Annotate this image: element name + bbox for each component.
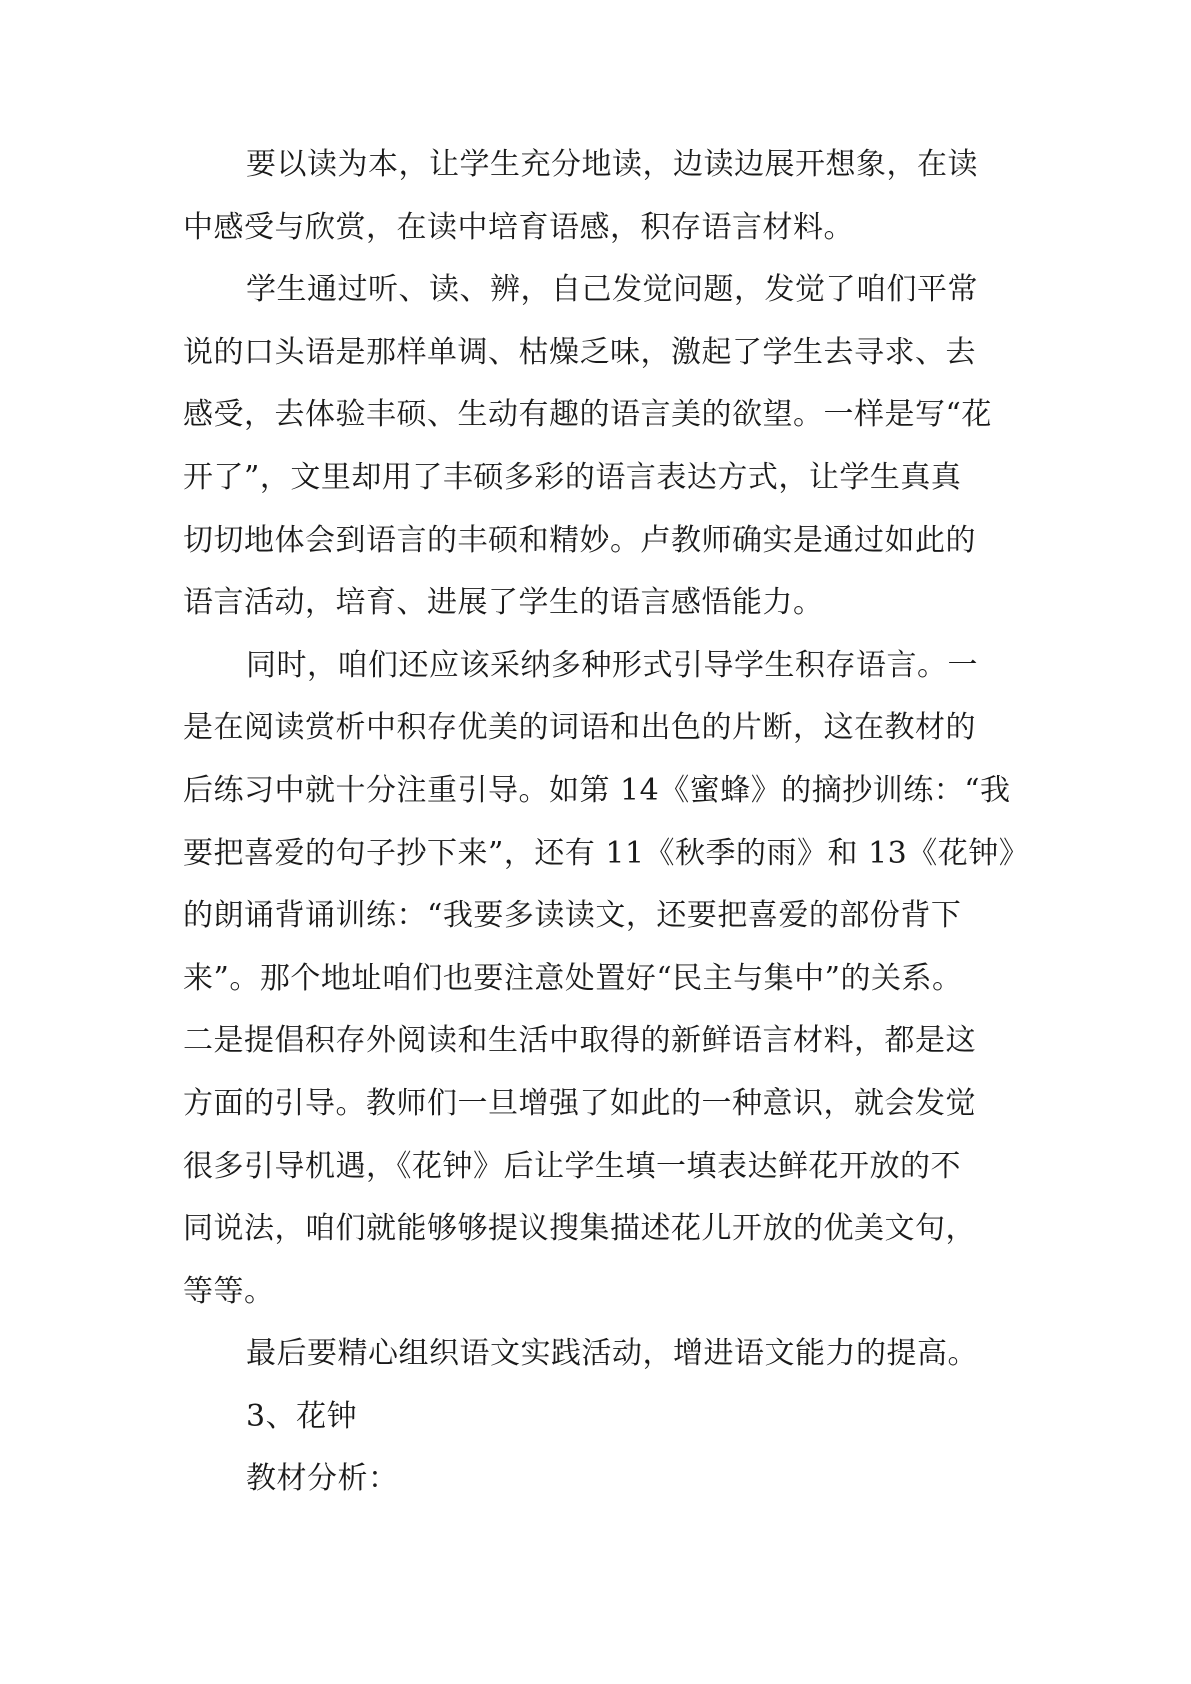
text-line: 学生通过听、读、辨，自己发觉问题，发觉了咱们平常 [246, 272, 978, 308]
text-line: 感受，去体验丰硕、生动有趣的语言美的欲望。一样是写“花 [183, 397, 992, 433]
text-line: 中感受与欣赏，在读中培育语感，积存语言材料。 [183, 209, 854, 245]
subsection-heading: 教材分析： [246, 1461, 399, 1497]
text-line: 开了”，文里却用了丰硕多彩的语言表达方式，让学生真真 [183, 459, 962, 495]
text-line: 切切地体会到语言的丰硕和精妙。卢教师确实是通过如此的 [183, 522, 976, 558]
text-line: 来”。那个地址咱们也要注意处置好“民主与集中”的关系。 [183, 960, 963, 996]
text-line: 是在阅读赏析中积存优美的词语和出色的片断，这在教材的 [183, 710, 976, 746]
text-line: 语言活动，培育、进展了学生的语言感悟能力。 [183, 585, 824, 621]
text-line: 要以读为本，让学生充分地读，边读边展开想象，在读 [246, 147, 978, 182]
text-line: 最后要精心组织语文实践活动，增进语文能力的提高。 [246, 1336, 978, 1372]
body-text [183, 134, 1030, 1511]
text-line: 等等。 [183, 1273, 275, 1309]
section-heading: 3、花钟 [246, 1398, 358, 1434]
text-line: 说的口头语是那样单调、枯燥乏味，激起了学生去寻求、去 [183, 334, 976, 370]
text-line: 方面的引导。教师们一旦增强了如此的一种意识，就会发觉 [183, 1085, 976, 1121]
text-line: 二是提倡积存外阅读和生活中取得的新鲜语言材料，都是这 [183, 1023, 976, 1059]
text-line: 要把喜爱的句子抄下来”，还有 11《秋季的雨》和 13《花钟》 [183, 835, 1030, 871]
text-line: 的朗诵背诵训练：“我要多读读文，还要把喜爱的部份背下 [183, 898, 962, 934]
text-line: 很多引导机遇，《花钟》后让学生填一填表达鲜花开放的不 [183, 1148, 961, 1184]
text-line: 同说法，咱们就能够够提议搜集描述花儿开放的优美文句， [183, 1211, 976, 1247]
text-line: 后练习中就十分注重引导。如第 14《蜜蜂》的摘抄训练：“我 [183, 772, 1011, 808]
text-line: 同时，咱们还应该采纳多种形式引导学生积存语言。一 [246, 647, 978, 683]
